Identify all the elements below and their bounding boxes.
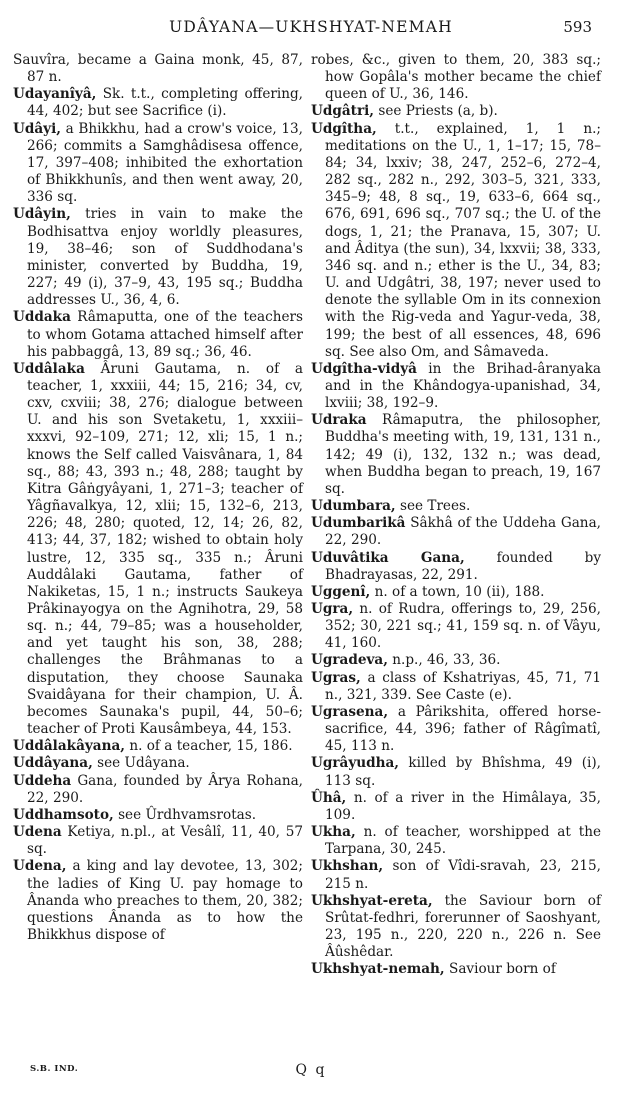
- entry-headword: Uggenî,: [311, 583, 371, 600]
- index-entry: [13, 52, 303, 86]
- entry-headword: Udgîtha-vidyâ: [311, 360, 417, 377]
- index-entry: [311, 583, 601, 601]
- index-entry: [311, 52, 601, 103]
- index-entry: [13, 360, 303, 738]
- index-entry: [311, 498, 601, 515]
- entry-text: a Bhikkhu, had a crow's voice, 13, 266; commits a Samghâdisesa offence, 17, 397–408; inhibited the exhortation of Bhikkhunîs, and then went away, 20, 336 sq.: [27, 120, 303, 206]
- index-entry: [311, 120, 601, 361]
- entry-headword: Ugras,: [311, 669, 361, 686]
- entry-headword: Uddâlaka: [13, 360, 85, 377]
- entry-headword: Uddeha: [13, 772, 72, 789]
- index-entry: [311, 892, 602, 962]
- entry-text: n.p., 46, 33, 36.: [392, 652, 501, 669]
- entry-text: Sauvîra, became a Gaina monk, 45, 87, 87 n.: [13, 52, 303, 86]
- entry-text: the Saviour born of Srûtat-fedhri, forerunner of Saoshyant, 23, 195 n., 220, 220 n., 226 n. See Âûshêdar.: [325, 892, 602, 961]
- index-entry: [13, 86, 303, 120]
- printer-signature: S.B. IND.: [30, 1064, 79, 1074]
- left-column: [13, 52, 303, 944]
- entry-text: Sk. t.t., completing offering, 44, 402; but see Sacrifice (i).: [27, 86, 303, 120]
- entry-text: Râmaputra, the philosopher, Buddha's meeting with, 19, 131, 131 n., 142; 49 (i), 132, 132 n.; was dead, when Buddha began to preach, 19, 167 sq.: [325, 412, 601, 497]
- running-head-title: UDÂYANA—UKHSHYAT-NEMAH: [169, 18, 453, 36]
- entry-text: Râmaputta, one of the teachers to whom Gotama attached himself after his pabbaggâ, 13, 89 sq.; 36, 46.: [27, 309, 303, 360]
- entry-headword: Udumbarikâ: [311, 515, 406, 532]
- gathering-mark: Q q: [295, 1062, 327, 1078]
- entry-text: in the Brihad-âranyaka and in the Khândogya-upanishad, 34, lxviii; 38, 192–9.: [325, 360, 601, 412]
- index-entry: [311, 703, 601, 755]
- entry-text: a Pârikshita, offered horse-sacrifice, 44, 396; father of Râgîmatî, 45, 113 n.: [325, 703, 601, 755]
- index-entry: [311, 549, 601, 584]
- entry-headword: Udgâtri,: [311, 103, 375, 120]
- entry-text: robes, &c., given to them, 20, 383 sq.; how Gopâla's mother became the chief queen of U., 36, 146.: [311, 52, 601, 103]
- entry-text: Ketiya, n.pl., at Vesâlî, 11, 40, 57 sq.: [27, 824, 303, 858]
- page-footer: [0, 1062, 622, 1082]
- entry-headword: Udâyin,: [13, 206, 71, 223]
- index-entry: [311, 824, 602, 858]
- entry-text: killed by Bhîshma, 49 (i), 113 sq.: [325, 755, 602, 789]
- entry-text: see Priests (a, b).: [378, 103, 498, 120]
- index-entry: [13, 120, 303, 207]
- entry-headword: Udâyi,: [13, 120, 61, 137]
- entry-headword: Ukhshyat-ereta,: [311, 892, 433, 909]
- entry-headword: Uddhamsoto,: [13, 806, 114, 823]
- entry-text: Saviour born of: [449, 961, 556, 978]
- index-entry: [13, 755, 303, 772]
- entry-headword: Udena,: [13, 858, 67, 875]
- index-entry: [311, 858, 601, 892]
- index-entry: [311, 961, 601, 978]
- entry-text: a class of Kshatriyas, 45, 71, 71 n., 321, 339. See Caste (e).: [325, 669, 601, 703]
- entry-text: n. of Rudra, offerings to, 29, 256, 352; 30, 221 sq.; 41, 159 sq. n. of Vâyu, 41, 160.: [325, 601, 601, 652]
- entry-headword: Ukhshyat-nemah,: [311, 961, 445, 978]
- entry-headword: Udumbara,: [311, 498, 396, 515]
- index-entry: [311, 360, 601, 412]
- entry-headword: Ugrâyudha,: [311, 755, 400, 772]
- entry-text: n. of teacher, worshipped at the Tarpana, 30, 245.: [325, 824, 602, 858]
- entry-headword: Ukhshan,: [311, 858, 384, 875]
- entry-text: n. of a town, 10 (ii), 188.: [374, 583, 545, 600]
- entry-headword: Ugrasena,: [311, 703, 389, 720]
- index-entry: [311, 652, 601, 669]
- entry-headword: Ugra,: [311, 601, 354, 617]
- entry-text: son of Vîdi-sravah, 23, 215, 215 n.: [325, 858, 601, 892]
- entry-headword: Udayanîyâ,: [13, 86, 97, 103]
- entry-text: t.t., explained, 1, 1 n.; meditations on the U., 1, 1–17; 15, 78–84; 34, lxxiv; 38, 247, 252–6, 272–4, 282 sq., 282 n., 292, 303–5, 321, 333, 345–9; 48, 8 sq., 19, 633–6, 664 sq., 676, 691, 696 sq., 707 sq.; the U. of the dogs, 1, 21; the Pranava, 15, 307; U. and Âditya (the sun), 34, lxxvii; 38, 333, 346 sq. and n.; ether is the U., 34, 83; U. and Udgâtri, 38, 197; never used to denote the syllable Om in its connexion with the Rig-veda and Yagur-veda, 38, 199; the best of all essences, 48, 696 sq. See also Om, and Sâmaveda.: [325, 120, 601, 360]
- entry-text: Âruni Gautama, n. of a teacher, 1, xxxiii, 44; 15, 216; 34, cv, cxv, cxviii; 38, 276; dialogue between U. and his son Svetaketu, 1, xxxiii–xxxvi, 92–109, 271; 12, xli; 15, 1 n.; knows the Self called Vaisvânara, 1, 84 sq., 88; 43, 393 n.; 48, 288; taught by Kitra Gâṅgyâyani, 1, 271–3; teacher of Yâgñavalkya, 12, xlii; 15, 132–6, 213, 226; 48, 280; quoted, 12, 14; 26, 82, 413; 44, 37, 182; wished to obtain holy lustre, 12, 335 sq., 335 n.; Âruni Auddâlaki Gautama, father of Nakiketas, 15, 1 n.; instructs Saukeya Prâkinayogya on the Agnihotra, 29, 58 sq. n.; 44, 79–85; was a householder, and yet taught his son, 38, 288; challenges the Brâhmanas to a disputation, they choose Saunaka Svaidâyana for their champion, U. Â. becomes Saunaka's pupil, 44, 50–6; teacher of Proti Kausâmbeya, 44, 153.: [27, 360, 303, 738]
- entry-text: see Trees.: [399, 498, 471, 515]
- entry-headword: Udena: [13, 824, 62, 841]
- entry-headword: Uddâlakâyana,: [13, 738, 126, 755]
- index-entry: [13, 738, 303, 755]
- right-column: [311, 52, 601, 978]
- entry-text: see Ûrdhvamsrotas.: [118, 806, 257, 823]
- index-entry: [311, 669, 601, 704]
- running-head: [0, 18, 622, 42]
- entry-headword: Ukha,: [311, 824, 356, 841]
- entry-headword: Udraka: [311, 412, 367, 429]
- index-entry: [311, 755, 602, 789]
- index-entry: [13, 309, 303, 360]
- entry-text: a king and lay devotee, 13, 302; the ladies of King U. pay homage to Ânanda who preaches to them, 20, 382; questions Ânanda as to how the Bhikkhus dispose of: [27, 858, 303, 943]
- index-entry: [311, 103, 601, 120]
- index-entry: [311, 789, 602, 824]
- entry-text: tries in vain to make the Bodhisattva enjoy worldly pleasures, 19, 38–46; son of Suddhodana's minister, converted by Buddha, 19, 227; 49 (i), 37–9, 43, 195 sq.; Buddha addresses U., 36, 4, 6.: [27, 206, 303, 309]
- entry-headword: Uduvâtika Gana,: [311, 549, 465, 566]
- entry-text: see Udâyana.: [97, 755, 190, 772]
- entry-text: n. of a teacher, 15, 186.: [129, 738, 293, 755]
- page-number: 593: [563, 18, 592, 36]
- index-entry: [13, 206, 303, 309]
- entry-headword: Ugradeva,: [311, 652, 388, 669]
- index-entry: [13, 858, 303, 944]
- index-entry: [13, 772, 303, 807]
- entry-headword: Ûhâ,: [311, 789, 347, 806]
- entry-headword: Uddaka: [13, 309, 71, 326]
- entry-text: founded by Bhadrayasas, 22, 291.: [325, 549, 601, 583]
- entry-text: Gana, founded by Ârya Rohana, 22, 290.: [27, 772, 303, 806]
- index-entry: [13, 824, 303, 858]
- index-entry: [311, 601, 601, 652]
- entry-text: Sâkhâ of the Uddeha Gana, 22, 290.: [325, 515, 601, 549]
- index-entry: [13, 806, 303, 824]
- entry-headword: Udgîtha,: [311, 120, 377, 137]
- entry-text: n. of a river in the Himâlaya, 35, 109.: [325, 789, 602, 823]
- index-entry: [311, 515, 601, 549]
- index-entry: [311, 412, 601, 498]
- entry-headword: Uddâyana,: [13, 755, 93, 772]
